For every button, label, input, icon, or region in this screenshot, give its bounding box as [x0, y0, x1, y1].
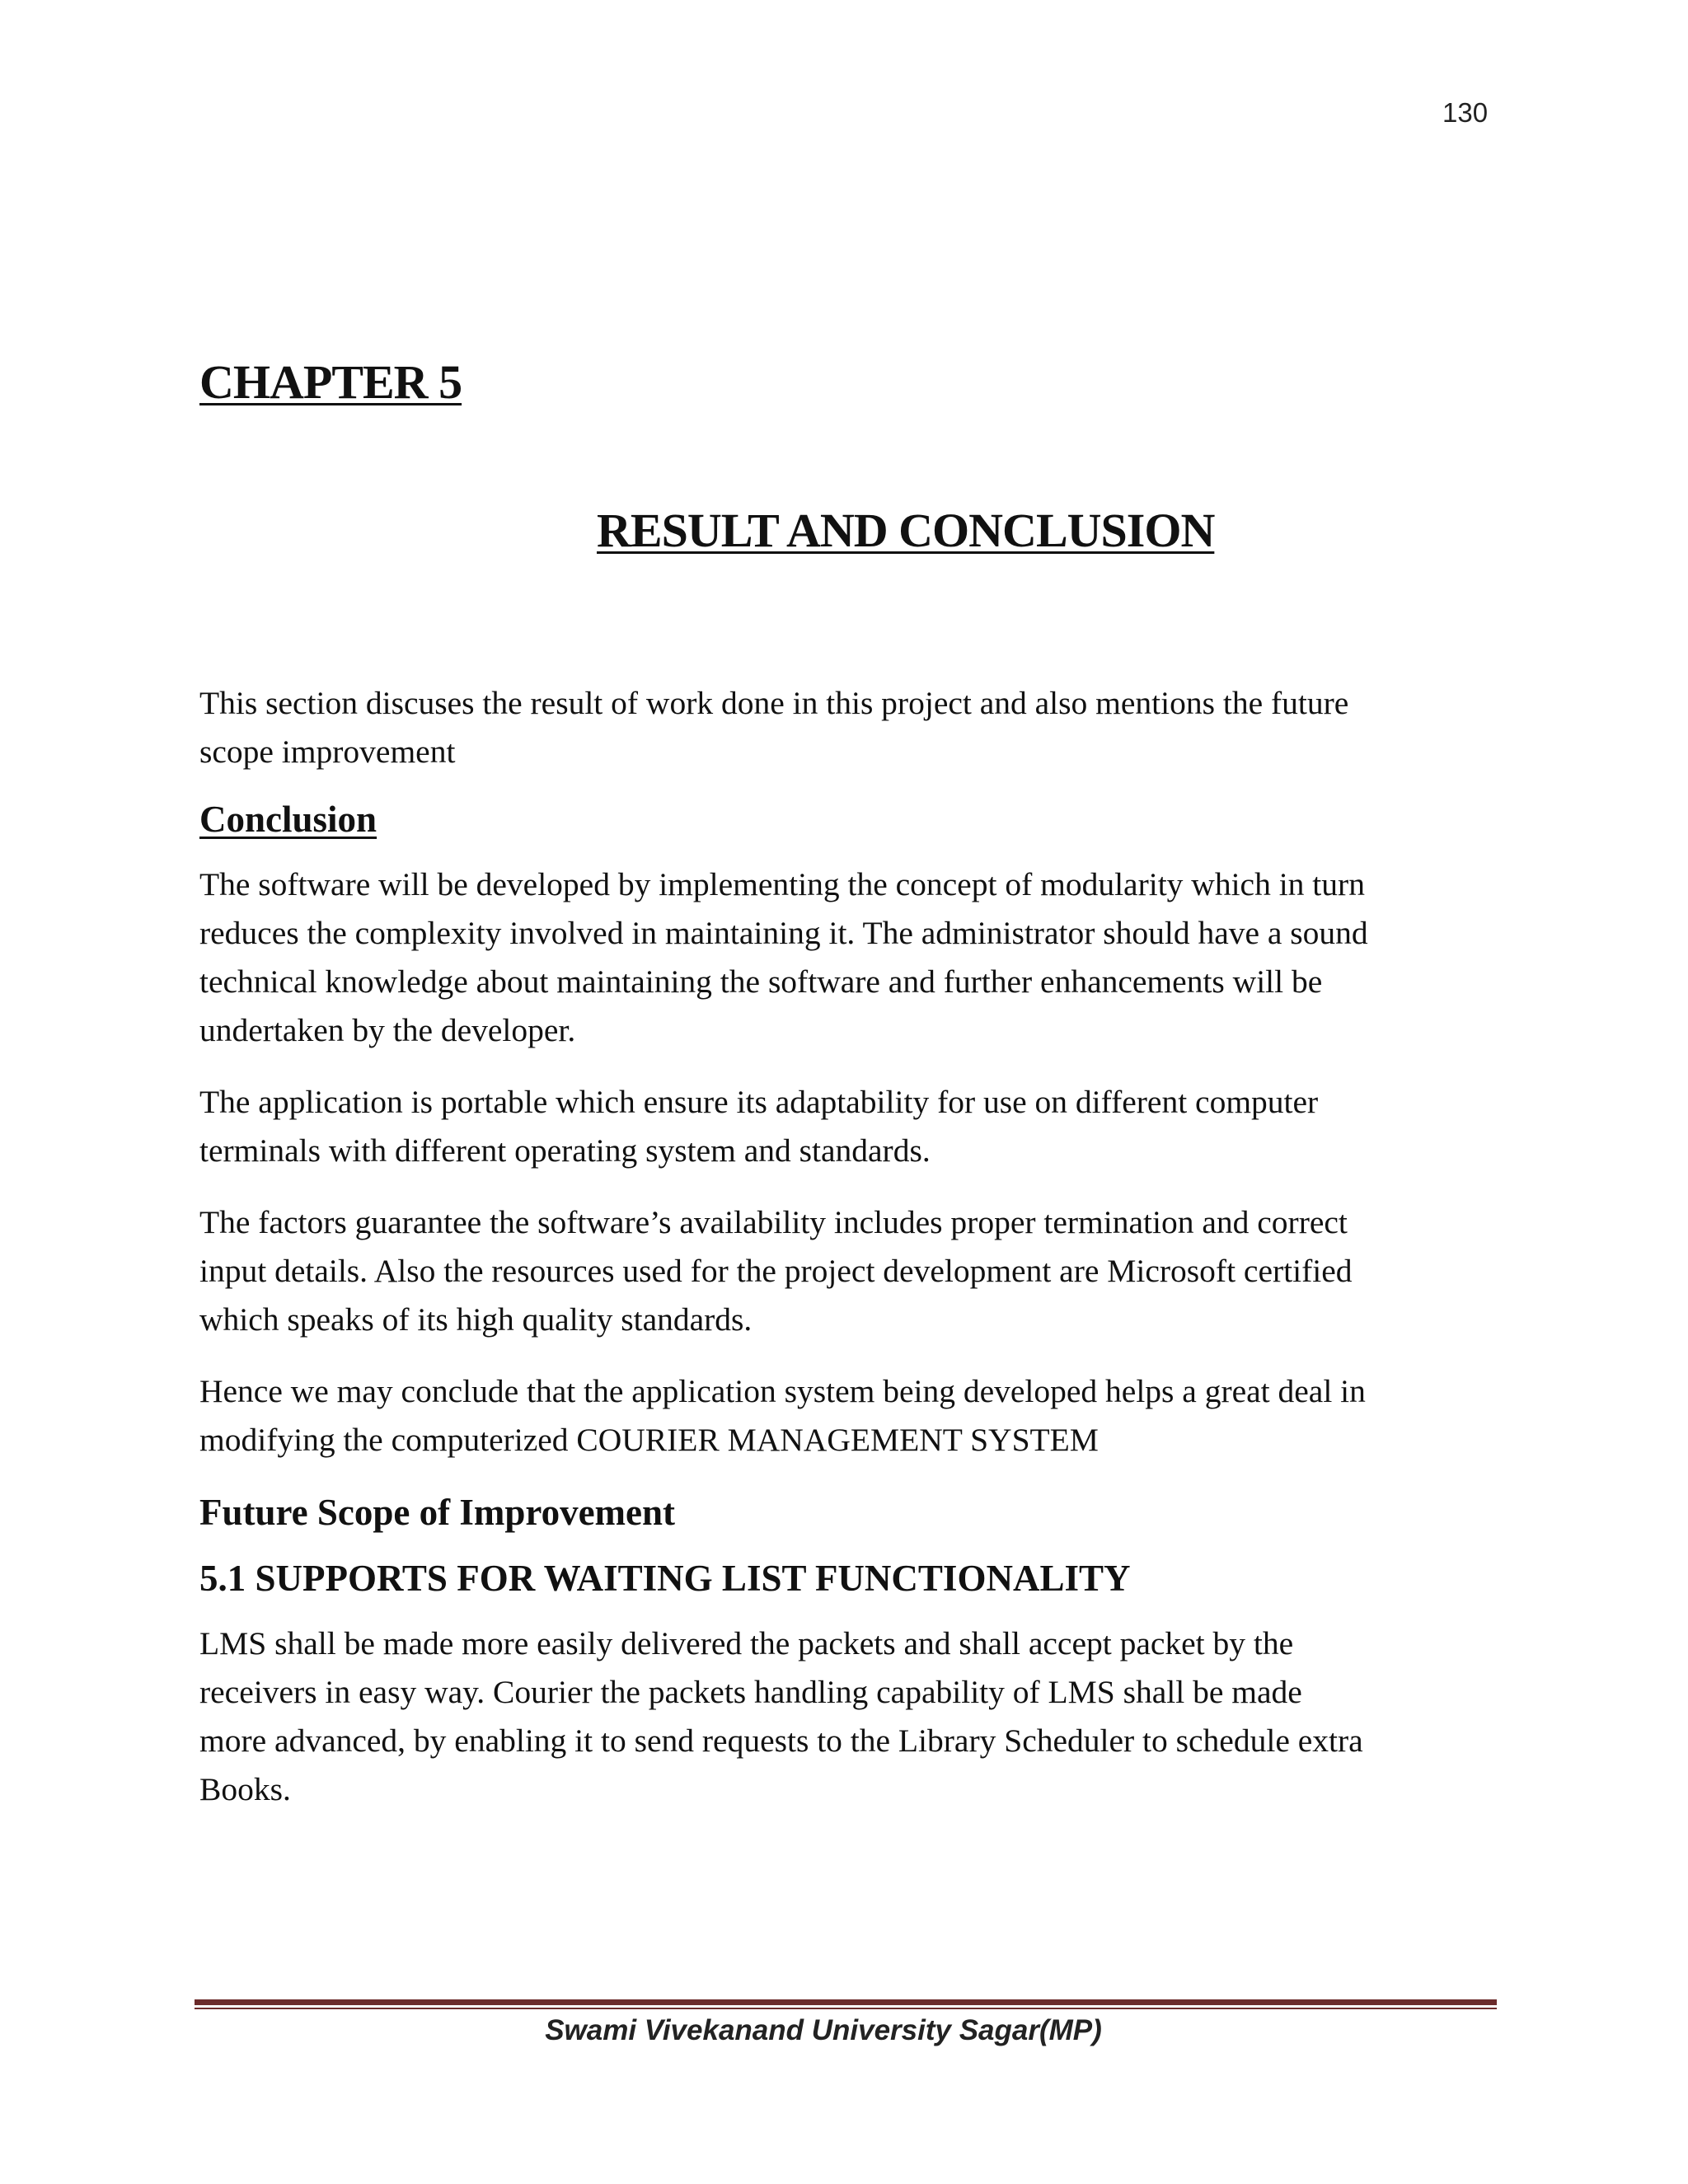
footer-divider-thin-line	[195, 2008, 1497, 2009]
footer-university-name: Swami Vivekanand University Sagar(MP)	[545, 2014, 1102, 2046]
page-body	[199, 679, 1493, 1837]
conclusion-heading: Conclusion	[199, 799, 377, 840]
footer-divider-thick-line	[195, 1999, 1497, 2005]
subsection-heading-5-1: 5.1 SUPPORTS FOR WAITING LIST FUNCTIONALITY	[199, 1558, 1131, 1599]
conclusion-paragraph-4: Hence we may conclude that the application system being developed helps a great deal in modifying the computerized COURIER MANAGEMENT SYSTEM	[199, 1373, 1366, 1458]
footer-divider	[195, 1999, 1497, 2011]
page-number: 130	[1442, 97, 1489, 128]
section-title: RESULT AND CONCLUSION	[597, 504, 1215, 557]
conclusion-paragraph-3: The factors guarantee the software’s availability includes proper termination and correct input details. Also the resources used for the project development are Microsoft certified which speaks of its high quality standards.	[199, 1204, 1353, 1338]
intro-paragraph: This section discuses the result of work done in this project and also mentions the future scope improvement	[199, 685, 1349, 770]
chapter-heading: CHAPTER 5	[199, 355, 462, 409]
future-scope-heading: Future Scope of Improvement	[199, 1492, 676, 1533]
conclusion-paragraph-1: The software will be developed by implementing the concept of modularity which in turn reduces the complexity involved in maintaining it. The administrator should have a sound technical knowledge about maintaining the software and further enhancements will be undertaken by the developer.	[199, 866, 1368, 1048]
conclusion-paragraph-2: The application is portable which ensure its adaptability for use on different computer terminals with different operating system and standards.	[199, 1084, 1319, 1169]
future-scope-paragraph: LMS shall be made more easily delivered the packets and shall accept packet by the receivers in easy way. Courier the packets handling capability of LMS shall be made more advanced, by enabling it to send requests to the Library Scheduler to schedule extra Books.	[199, 1625, 1363, 1807]
